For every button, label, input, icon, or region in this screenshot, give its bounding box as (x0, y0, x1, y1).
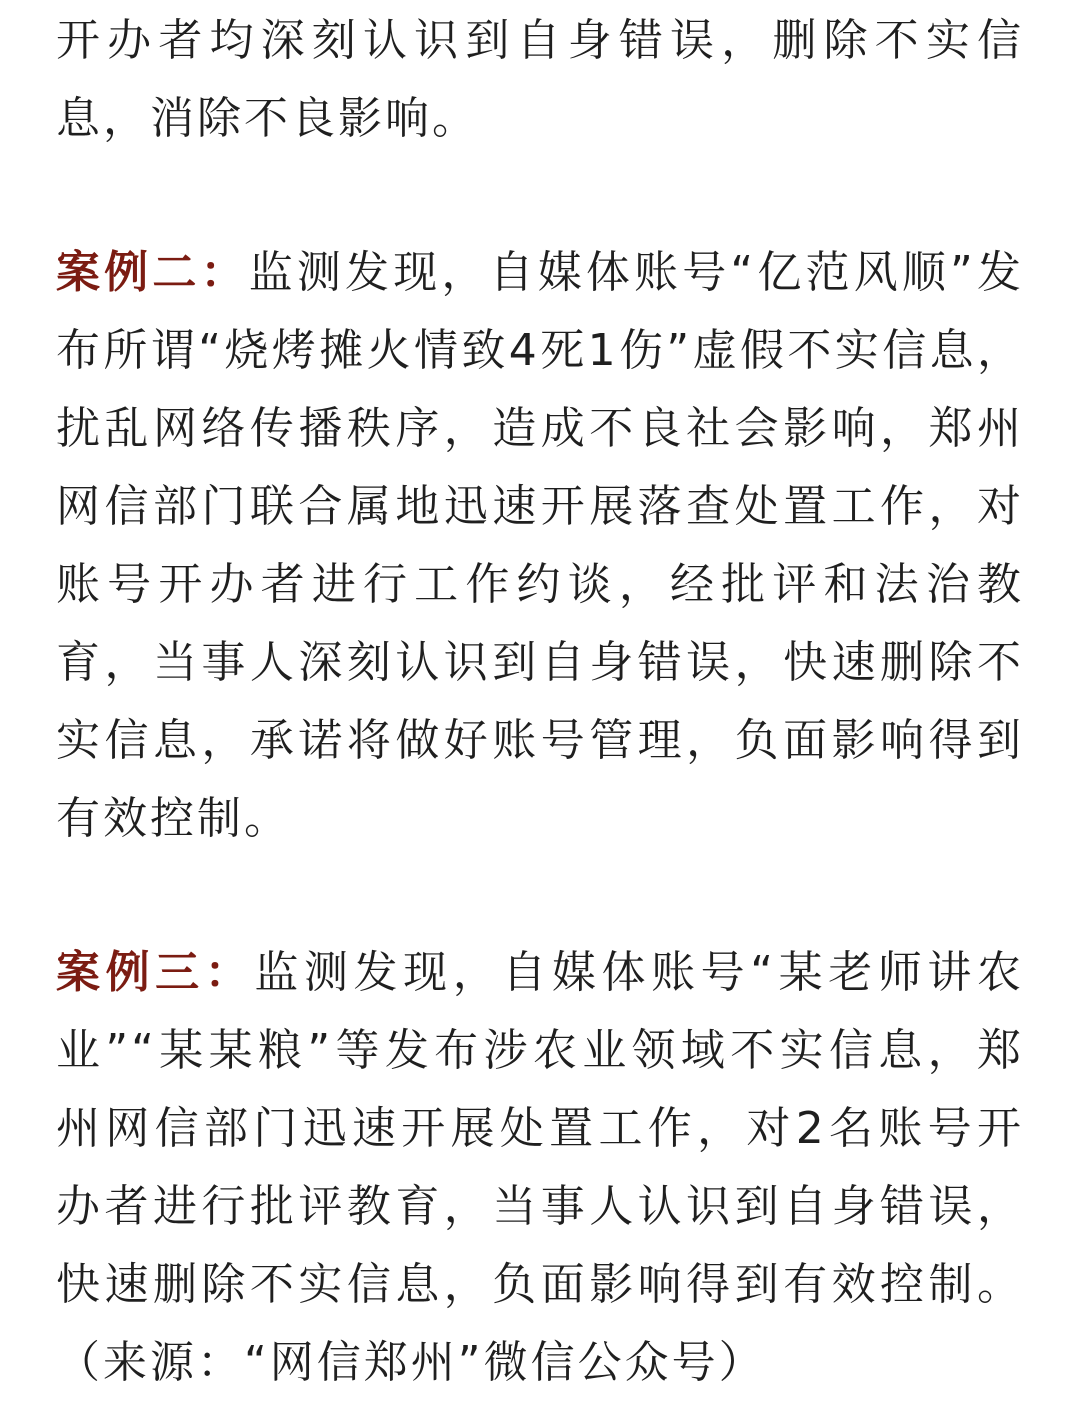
paragraph-case-2 (56, 234, 1024, 858)
paragraph-spacer (56, 858, 1024, 934)
paragraph-text: 开办者均深刻认识到自身错误，删除不实信息，消除不良影响。 (56, 15, 1024, 144)
paragraph-intro-tail (56, 2, 1024, 158)
case-3-label: 案例三： (56, 947, 255, 998)
case-2-label: 案例二： (56, 247, 249, 298)
paragraph-spacer (56, 158, 1024, 234)
article-body (56, 2, 1024, 1402)
case-2-text: 监测发现，自媒体账号“亿范风顺”发布所谓“烧烤摊火情致4死1伤”虚假不实信息，扰乱网络传播秩序，造成不良社会影响，郑州网信部门联合属地迅速开展落查处置工作，对账号开办者进行工作约谈，经批评和法治教育，当事人深刻认识到自身错误，快速删除不实信息，承诺将做好账号管理，负面影响得到有效控制。 (56, 247, 1025, 844)
paragraph-case-3 (56, 934, 1024, 1402)
case-3-text: 监测发现，自媒体账号“某老师讲农业”“某某粮”等发布涉农业领域不实信息，郑州网信部门迅速开展处置工作，对2名账号开办者进行批评教育，当事人认识到自身错误，快速删除不实信息，负面影响得到有效控制。（来源：“网信郑州”微信公众号） (56, 947, 1024, 1388)
